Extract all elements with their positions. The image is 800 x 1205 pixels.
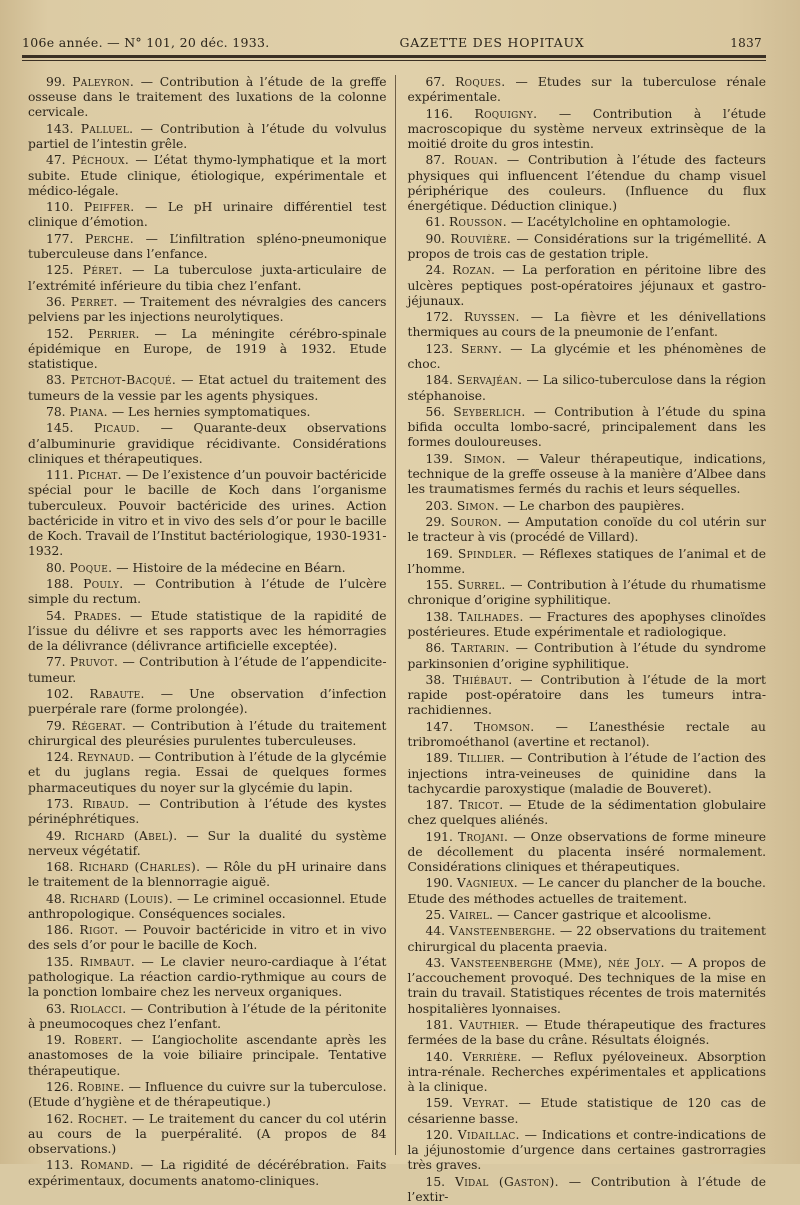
thesis-title: Contribution à l’étude de l’ulcère simple du rectum. [28,576,387,607]
entry-number: 29. [425,514,446,529]
thesis-title: Le charbon des paupières. [519,498,685,513]
thesis-entry: 113. Romand. — La rigidité de décérébration. Faits expérimentaux, documents anatomo-cliniques. [28,1158,387,1188]
author-name: Piana. [69,404,108,419]
thesis-entry: 87. Rouan. — Contribution à l’étude des facteurs physiques qui influencent l’étendue du champ visuel périphérique des couleurs. (Influence du flux énergétique. Déduction clinique.) [407,153,766,213]
page-number: 1837 [730,36,762,50]
thesis-entry: 159. Veyrat. — Etude statistique de 120 cas de césarienne basse. [407,1096,766,1126]
entry-number: 188. [46,576,74,591]
entry-number: 152. [46,326,74,341]
thesis-entry: 138. Tailhades. — Fractures des apophyses clinoïdes postérieures. Etude expérimentale et radiologique. [407,609,766,639]
thesis-entry: 86. Tartarin. — Contribution à l’étude du syndrome parkinsonien d’origine syphilitique. [407,641,766,671]
thesis-title: Amputation conoïde du col utérin sur le tracteur à vis (procédé de Villard). [407,514,766,545]
thesis-entry: 15. Vidal (Gaston). — Contribution à l’étude de l’extir- [407,1174,766,1205]
author-name: Tartarin. [451,641,510,656]
author-name: Perret. [70,294,118,309]
author-name: Richard (Charles). [78,860,201,875]
thesis-title: Pouvoir bactéricide in vitro et in vivo des sels d’or pour le bacille de Koch. [28,923,387,953]
thesis-entry: 173. Ribaud. — Contribution à l’étude des kystes périnéphrétiques. [28,796,387,827]
thesis-entry: 48. Richard (Louis). — Le criminel occasionnel. Etude anthropologique. Conséquences sociales. [28,891,387,921]
entry-number: 189. [425,751,453,766]
entry-number: 124. [46,750,74,765]
entry-number: 139. [425,451,453,466]
thesis-entry: 29. Souron. — Amputation conoïde du col utérin sur le tracteur à vis (procédé de Villard). [407,514,766,545]
thesis-entry: 188. Pouly. — Contribution à l’étude de l’ulcère simple du rectum. [28,576,387,607]
author-name: Servajéan. [457,373,523,388]
thesis-entry: 162. Rochet. — Le traitement du cancer du col utérin au cours de la puerpéralité. (A propos de 84 observations.) [28,1111,387,1157]
author-name: Richard (Louis). [69,891,173,906]
thesis-entry: 56. Seyberlich. — Contribution à l’étude du spina bifida occulta lombo-sacré, principalement dans les formes douloureuses. [407,404,766,450]
thesis-title: Le criminel occasionnel. Etude anthropologique. Conséquences sociales. [28,891,387,921]
thesis-entry: 181. Vauthier. — Etude thérapeutique des fractures fermées de la base du crâne. Résultats éloignés. [407,1018,766,1048]
author-name: Péret. [82,263,123,278]
entry-number: 48. [46,891,66,906]
author-name: Souron. [450,514,502,529]
entry-number: 90. [425,231,446,246]
author-name: Tricot. [458,798,504,813]
author-name: Poque. [69,560,113,575]
thesis-title: Considérations sur la trigémellité. A propos de trois cas de gestation triple. [407,231,766,261]
entry-number: 47. [46,153,66,168]
author-name: Palluel. [80,121,134,136]
thesis-entry: 135. Rimbaut. — Le clavier neuro-cardiaque à l’état pathologique. La réaction cardio-rythmique au cours de la ponction lombaire chez les nerveux organiques. [28,954,387,1000]
thesis-title: Contribution à l’étude de l’extir- [407,1174,766,1205]
entry-number: 187. [425,798,453,813]
thesis-title: Etudes sur la tuberculose rénale expérimentale. [407,75,766,105]
thesis-entry: 77. Pruvot. — Contribution à l’étude de l’appendicite-tumeur. [28,655,387,685]
thesis-title: La perforation en péritoine libre des ulcères peptiques post-opératoires jéjunaux et gastro-jéjunaux. [407,263,766,308]
thesis-title: L’acétylcholine en ophtamologie. [527,215,731,230]
entry-number: 56. [425,404,446,419]
entry-number: 78. [46,404,66,419]
author-name: Picaud. [94,421,141,436]
entry-number: 49. [46,828,66,843]
thesis-entry: 63. Riolacci. — Contribution à l’étude de la péritonite à pneumocoques chez l’enfant. [28,1001,387,1031]
thesis-entry: 83. Petchot-Bacqué. — Etat actuel du traitement des tumeurs de la vessie par les agents physiques. [28,373,387,403]
thesis-title: Contribution à l’étude de l’action des injections intra-veineuses de quinidine dans la tachycardie paroxystique (maladie de Bouveret). [407,751,766,796]
thesis-entry: 99. Paleyron. — Contribution à l’étude de la greffe osseuse dans le traitement des luxations de la colonne cervicale. [28,75,387,120]
author-name: Ruyssen. [463,310,520,325]
thesis-title: Sur la dualité du système nerveux végétatif. [28,828,387,858]
thesis-title: La tuberculose juxta-articulaire de l’extrémité inférieure du tibia chez l’enfant. [28,263,387,293]
author-name: Trojani. [457,829,509,844]
thesis-entry: 125. Péret. — La tuberculose juxta-articulaire de l’extrémité inférieure du tibia chez l’enfant. [28,263,387,293]
entry-number: 177. [46,231,74,246]
author-name: Régerat. [71,718,127,733]
entry-number: 162. [46,1111,74,1126]
entry-number: 63. [46,1001,66,1016]
entry-number: 111. [46,468,74,483]
thesis-entry: 123. Serny. — La glycémie et les phénomènes de choc. [407,341,766,371]
entry-number: 191. [425,829,453,844]
header-rule-thin [22,60,766,61]
thesis-title: 22 observations du traitement chirurgical du placenta praevia. [407,924,766,954]
thesis-title: Fractures des apophyses clinoïdes postérieures. Etude expérimentale et radiologique. [407,609,766,639]
entry-number: 24. [425,263,446,278]
entry-number: 168. [46,860,74,875]
thesis-title: Contribution à l’étude du rhumatisme chronique d’origine syphilitique. [407,578,766,608]
thesis-entry: 172. Ruyssen. — La fièvre et les dénivellations thermiques au cours de la pneumonie de l’enfant. [407,310,766,340]
thesis-entry: 67. Roques. — Etudes sur la tuberculose rénale expérimentale. [407,75,766,105]
entry-number: 25. [425,908,446,923]
thesis-entry: 177. Perche. — L’infiltration spléno-pneumonique tuberculeuse dans l’enfance. [28,231,387,261]
thesis-title: La méningite cérébro-spinale épidémique en Europe, de 1919 à 1932. Etude statistique. [28,326,387,371]
thesis-entry: 61. Rousson. — L’acétylcholine en ophtamologie. [425,215,731,230]
thesis-title: Etude statistique de 120 cas de césarienne basse. [407,1096,766,1126]
thesis-entry: 110. Peiffer. — Le pH urinaire différentiel test clinique d’émotion. [28,200,387,230]
entry-number: 172. [425,310,453,325]
author-name: Vidaillac. [457,1128,520,1143]
author-name: Vansteenberghe. [449,924,556,939]
thesis-title: Le pH urinaire différentiel test clinique d’émotion. [28,200,387,230]
entry-number: 126. [46,1080,74,1095]
author-name: Petchot-Bacqué. [70,373,177,388]
author-name: Rochet. [77,1111,128,1126]
entry-number: 186. [46,923,74,938]
thesis-title: Valeur thérapeutique, indications, technique de la greffe osseuse à la manière d’Albee dans les traumatismes fermés du rachis et leurs séquelles. [407,451,766,497]
entry-number: 113. [46,1158,74,1173]
author-name: Reynaud. [77,750,135,765]
thesis-entry: 168. Richard (Charles). — Rôle du pH urinaire dans le traitement de la blennorragie aiguë. [28,860,387,890]
thesis-entry: 191. Trojani. — Onze observations de forme mineure de décollement du placenta inséré normalement. Considérations cliniques et thérapeutiques. [407,829,766,875]
author-name: Rousson. [448,215,507,230]
author-name: Vauthier. [459,1018,520,1033]
entry-number: 19. [46,1033,66,1048]
thesis-entry: 90. Rouvière. — Considérations sur la trigémellité. A propos de trois cas de gestation triple. [407,231,766,261]
entry-number: 79. [46,718,66,733]
author-name: Thomson. [474,719,535,734]
author-name: Paleyron. [72,75,135,89]
thesis-title: Contribution à l’étude macroscopique du système nerveux extrinsèque de la moitié droite du gros intestin. [407,106,766,151]
thesis-entry: 190. Vagnieux. — Le cancer du plancher de la bouche. Etude des méthodes actuelles de traitement. [407,876,766,906]
thesis-entry: 80. Poque. — Histoire de la médecine en Béarn. [46,560,346,575]
thesis-entry: 152. Perrier. — La méningite cérébro-spinale épidémique en Europe, de 1919 à 1932. Etude statistique. [28,326,387,371]
thesis-title: Le clavier neuro-cardiaque à l’état pathologique. La réaction cardio-rythmique au cours de la ponction lombaire chez les nerveux organiques. [28,954,387,1000]
thesis-entry: 38. Thiébaut. — Contribution à l’étude de la mort rapide post-opératoire dans les tumeurs intra-rachidiennes. [407,672,766,718]
thesis-entry: 155. Surrel. — Contribution à l’étude du rhumatisme chronique d’origine syphilitique. [407,578,766,608]
author-name: Riolacci. [69,1001,127,1016]
thesis-entry: 111. Pichat. — De l’existence d’un pouvoir bactéricide spécial pour le bacille de Koch dans l’organisme tuberculeux. Pouvoir bactéricide des urines. Action bactéricide in vitro et in vivo des sels d’or pour le bacille de Koch. Travail de l’Institut bactériologique, 1930-1931-1932. [28,468,387,559]
thesis-title: Contribution à l’étude du volvulus partiel de l’intestin grêle. [28,121,387,151]
thesis-title: Le traitement du cancer du col utérin au cours de la puerpéralité. (A propos de 84 observations.) [28,1111,387,1157]
issue-line: 106e année. — N° 101, 20 déc. 1933. [22,35,270,50]
author-name: Perche. [85,231,134,246]
thesis-entry: 203. Simon. — Le charbon des paupières. [425,498,685,513]
thesis-title: Reflux pyéloveineux. Absorption intra-rénale. Recherches expérimentales et applications à la clinique. [407,1049,766,1095]
thesis-title: Réflexes statiques de l’animal et de l’homme. [407,546,767,576]
entry-number: 36. [46,294,66,309]
thesis-title: Contribution à l’étude du traitement chirurgical des pleurésies purulentes tuberculeuses. [28,718,387,748]
entry-number: 86. [425,641,446,656]
author-name: Simon. [463,451,506,466]
thesis-title: De l’existence d’un pouvoir bactéricide spécial pour le bacille de Koch dans l’organisme tuberculeux. Pouvoir bactéricide des urines. Action bactéricide in vitro et in vivo des sels d’or pour le bacille de Koch. Travail de l’Institut bactériologique, 1930-1931-1932. [28,468,387,559]
entry-number: 190. [425,876,453,891]
thesis-entry: 47. Péchoux. — L’état thymo-lymphatique et la mort subite. Etude clinique, étiologique, expérimentale et médico-légale. [28,153,387,198]
thesis-title: Etat actuel du traitement des tumeurs de la vessie par les agents physiques. [28,373,387,403]
thesis-entry: 43. Vansteenberghe (Mme), née Joly. — A propos de l’accouchement provoqué. Des techniques de la mise en train du travail. Statistiques récentes de trois maternités hospitalières lyonnaises. [407,956,766,1016]
thesis-entry: 19. Robert. — L’angiocholite ascendante après les anastomoses de la voie biliaire principale. Tentative thérapeutique. [28,1033,387,1078]
entry-number: 203. [425,498,453,513]
entry-number: 15. [425,1174,446,1189]
thesis-entry: 143. Palluel. — Contribution à l’étude du volvulus partiel de l’intestin grêle. [28,121,387,151]
entry-number: 159. [425,1096,453,1111]
entry-number: 169. [425,546,453,561]
thesis-title: Histoire de la médecine en Béarn. [132,560,346,575]
entry-number: 116. [425,106,453,121]
entry-number: 80. [46,560,66,575]
thesis-title: Contribution à l’étude des kystes périnéphrétiques. [28,796,387,827]
thesis-title: Rôle du pH urinaire dans le traitement de la blennorragie aiguë. [28,860,387,890]
thesis-title: Une observation d’infection puerpérale rare (forme prolongée). [28,686,387,717]
author-name: Rigot. [79,923,119,938]
author-name: Surrel. [457,578,506,593]
thesis-entry: 124. Reynaud. — Contribution à l’étude de la glycémie et du juglans regia. Essai de quelques formes pharmaceutiques du noyer sur la glycémie du lapin. [28,750,387,795]
author-name: Thiébaut. [452,672,513,687]
entry-number: 54. [46,608,66,623]
author-name: Ribaud. [82,796,130,811]
running-header [22,22,766,50]
thesis-title: Contribution à l’étude de l’appendicite-tumeur. [28,655,387,685]
thesis-title: Etude de la sédimentation globulaire chez quelques aliénés. [407,798,766,828]
thesis-title: Etude statistique de la rapidité de l’issue du délivre et ses rapports avec les hémorragies de la délivrance (délivrance artificielle exceptée). [28,608,387,653]
thesis-entry: 102. Rabaute. — Une observation d’infection puerpérale rare (forme prolongée). [28,686,387,717]
thesis-title: Les hernies symptomatiques. [128,404,311,419]
author-name: Tailhades. [458,609,524,624]
author-name: Rozan. [452,263,496,278]
thesis-title: Influence du cuivre sur la tuberculose. (Etude d’hygiène et de thérapeutique.) [28,1080,387,1110]
entry-number: 61. [425,215,446,230]
author-name: Rouan. [453,153,498,168]
author-name: Richard (Abel). [74,828,178,843]
author-name: Roquigny. [474,106,538,121]
author-name: Péchoux. [71,153,130,168]
thesis-entry: 54. Prades. — Etude statistique de la rapidité de l’issue du délivre et ses rapports avec les hémorragies de la délivrance (délivrance artificielle exceptée). [28,608,387,653]
entry-number: 44. [425,924,446,939]
thesis-title: L’infiltration spléno-pneumonique tuberculeuse dans l’enfance. [28,231,387,261]
author-name: Verrière. [462,1049,522,1064]
entry-number: 83. [46,373,66,388]
thesis-entry: 147. Thomson. — L’anesthésie rectale au tribromoéthanol (avertine et rectanol). [407,719,766,749]
entry-number: 123. [425,341,453,356]
entry-number: 120. [425,1128,453,1143]
entry-number: 102. [46,686,74,701]
author-name: Pruvot. [69,655,119,670]
author-name: Rimbaut. [79,954,135,969]
thesis-title: Contribution à l’étude du syndrome parkinsonien d’origine syphilitique. [407,641,766,671]
author-name: Rouvière. [450,231,512,246]
thesis-title: Contribution à l’étude du spina bifida occulta lombo-sacré, principalement dans les formes douloureuses. [407,404,766,450]
thesis-title: La glycémie et les phénomènes de choc. [407,341,766,371]
thesis-entry: 120. Vidaillac. — Indications et contre-indications de la jéjunostomie d’urgence dans certaines gastrorragies très graves. [407,1128,766,1173]
thesis-title: Le cancer du plancher de la bouche. Etude des méthodes actuelles de traitement. [407,876,766,906]
author-name: Spindler. [457,546,517,561]
author-name: Robert. [74,1033,123,1048]
thesis-list [22,75,767,1205]
thesis-title: Contribution à l’étude de la mort rapide post-opératoire dans les tumeurs intra-rachidiennes. [407,672,766,718]
entry-number: 145. [46,421,74,436]
author-name: Vairel. [448,908,494,923]
entry-number: 143. [46,121,74,136]
thesis-entry: 44. Vansteenberghe. — 22 observations du traitement chirurgical du placenta praevia. [407,924,766,954]
entry-number: 38. [425,672,446,687]
entry-number: 125. [46,263,74,278]
thesis-entry: 49. Richard (Abel). — Sur la dualité du système nerveux végétatif. [28,828,387,858]
thesis-title: Contribution à l’étude des facteurs physiques qui influencent l’étendue du champ visuel périphérique des couleurs. (Influence du flux énergétique. Déduction clinique.) [407,153,766,213]
thesis-entry: 186. Rigot. — Pouvoir bactéricide in vitro et in vivo des sels d’or pour le bacille de Koch. [28,923,387,953]
thesis-entry: 24. Rozan. — La perforation en péritoine libre des ulcères peptiques post-opératoires jéjunaux et gastro-jéjunaux. [407,263,766,308]
thesis-title: L’anesthésie rectale au tribromoéthanol (avertine et rectanol). [407,719,766,749]
author-name: Veyrat. [462,1096,509,1111]
author-name: Romand. [80,1158,134,1173]
entry-number: 181. [425,1018,453,1033]
journal-title: GAZETTE DES HOPITAUX [399,35,585,50]
entry-number: 138. [425,609,453,624]
author-name: Peiffer. [83,200,135,215]
author-name: Robine. [77,1080,125,1095]
thesis-entry: 126. Robine. — Influence du cuivre sur la tuberculose. (Etude d’hygiène et de thérapeutique.) [28,1080,387,1110]
entry-number: 87. [425,153,446,168]
author-name: Seyberlich. [453,404,526,419]
author-name: Vidal (Gaston). [455,1174,559,1189]
thesis-title: L’état thymo-lymphatique et la mort subite. Etude clinique, étiologique, expérimentale et médico-légale. [28,153,387,198]
author-name: Serny. [460,341,503,356]
thesis-title: Onze observations de forme mineure de décollement du placenta inséré normalement. Considérations cliniques et thérapeutiques. [407,829,766,875]
author-name: Simon. [456,498,499,513]
thesis-title: Contribution à l’étude de la glycémie et du juglans regia. Essai de quelques formes pharmaceutiques du noyer sur la glycémie du lapin. [28,750,387,795]
thesis-title: La fièvre et les dénivellations thermiques au cours de la pneumonie de l’enfant. [407,310,766,340]
author-name: Perrier. [88,326,140,341]
thesis-title: Cancer gastrique et alcoolisme. [513,908,712,923]
thesis-entry: 25. Vairel. — Cancer gastrique et alcoolisme. [425,908,712,923]
entry-number: 110. [46,200,74,215]
thesis-entry: 78. Piana. — Les hernies symptomatiques. [46,404,311,419]
thesis-entry: 79. Régerat. — Contribution à l’étude du traitement chirurgical des pleurésies purulentes tuberculeuses. [28,718,387,748]
entry-number: 140. [425,1049,453,1064]
entry-number: 155. [425,578,453,593]
thesis-entry: 145. Picaud. — Quarante-deux observations d’albuminurie gravidique récidivante. Considérations cliniques et thérapeutiques. [28,421,387,466]
thesis-title: Contribution à l’étude de la greffe osseuse dans le traitement des luxations de la colonne cervicale. [28,75,387,120]
thesis-title: A propos de l’accouchement provoqué. Des techniques de la mise en train du travail. Statistiques récentes de trois maternités hospitalières lyonnaises. [407,956,766,1016]
right-column [395,75,767,1205]
author-name: Pouly. [83,576,124,591]
header-rule [22,55,766,58]
entry-number: 173. [46,796,74,811]
thesis-title: La silico-tuberculose dans la région stéphanoise. [407,373,766,403]
entry-number: 147. [425,719,453,734]
entry-number: 77. [46,655,66,670]
thesis-title: Indications et contre-indications de la jéjunostomie d’urgence dans certaines gastrorragies très graves. [407,1128,766,1173]
thesis-title: La rigidité de décérébration. Faits expérimentaux, documents anatomo-cliniques. [28,1158,387,1188]
left-column [22,75,395,1188]
thesis-title: Contribution à l’étude de la péritonite à pneumocoques chez l’enfant. [28,1001,387,1031]
thesis-entry: 184. Servajéan. — La silico-tuberculose dans la région stéphanoise. [407,373,766,403]
author-name: Rabaute. [89,686,145,701]
entry-number: 43. [425,956,446,971]
thesis-entry: 140. Verrière. — Reflux pyéloveineux. Absorption intra-rénale. Recherches expérimentales et applications à la clinique. [407,1049,766,1095]
entry-number: 135. [46,954,74,969]
entry-number: 99. [46,75,66,89]
entry-number: 67. [425,75,446,89]
thesis-entry: 189. Tillier. — Contribution à l’étude de l’action des injections intra-veineuses de quinidine dans la tachycardie paroxystique (maladie de Bouveret). [407,751,766,796]
thesis-title: Etude thérapeutique des fractures fermées de la base du crâne. Résultats éloignés. [407,1018,766,1048]
entry-number: 184. [425,373,453,388]
author-name: Pichat. [77,468,122,483]
author-name: Tillier. [458,751,505,766]
thesis-entry: 36. Perret. — Traitement des névralgies des cancers pelviens par les injections neurolytiques. [28,294,387,325]
thesis-title: L’angiocholite ascendante après les anastomoses de la voie biliaire principale. Tentative thérapeutique. [28,1033,387,1078]
thesis-title: Traitement des névralgies des cancers pelviens par les injections neurolytiques. [28,294,387,325]
author-name: Vansteenberghe (Mme), née Joly. [450,956,665,971]
author-name: Prades. [74,608,122,623]
thesis-entry: 187. Tricot. — Etude de la sédimentation globulaire chez quelques aliénés. [407,798,766,828]
thesis-entry: 139. Simon. — Valeur thérapeutique, indications, technique de la greffe osseuse à la manière d’Albee dans les traumatismes fermés du rachis et leurs séquelles. [407,451,766,497]
thesis-title: Quarante-deux observations d’albuminurie gravidique récidivante. Considérations cliniques et thérapeutiques. [28,421,387,466]
thesis-entry: 169. Spindler. — Réflexes statiques de l’animal et de l’homme. [407,546,767,576]
author-name: Roques. [455,75,506,89]
thesis-entry: 116. Roquigny. — Contribution à l’étude macroscopique du système nerveux extrinsèque de la moitié droite du gros intestin. [407,106,766,151]
author-name: Vagnieux. [456,876,519,891]
